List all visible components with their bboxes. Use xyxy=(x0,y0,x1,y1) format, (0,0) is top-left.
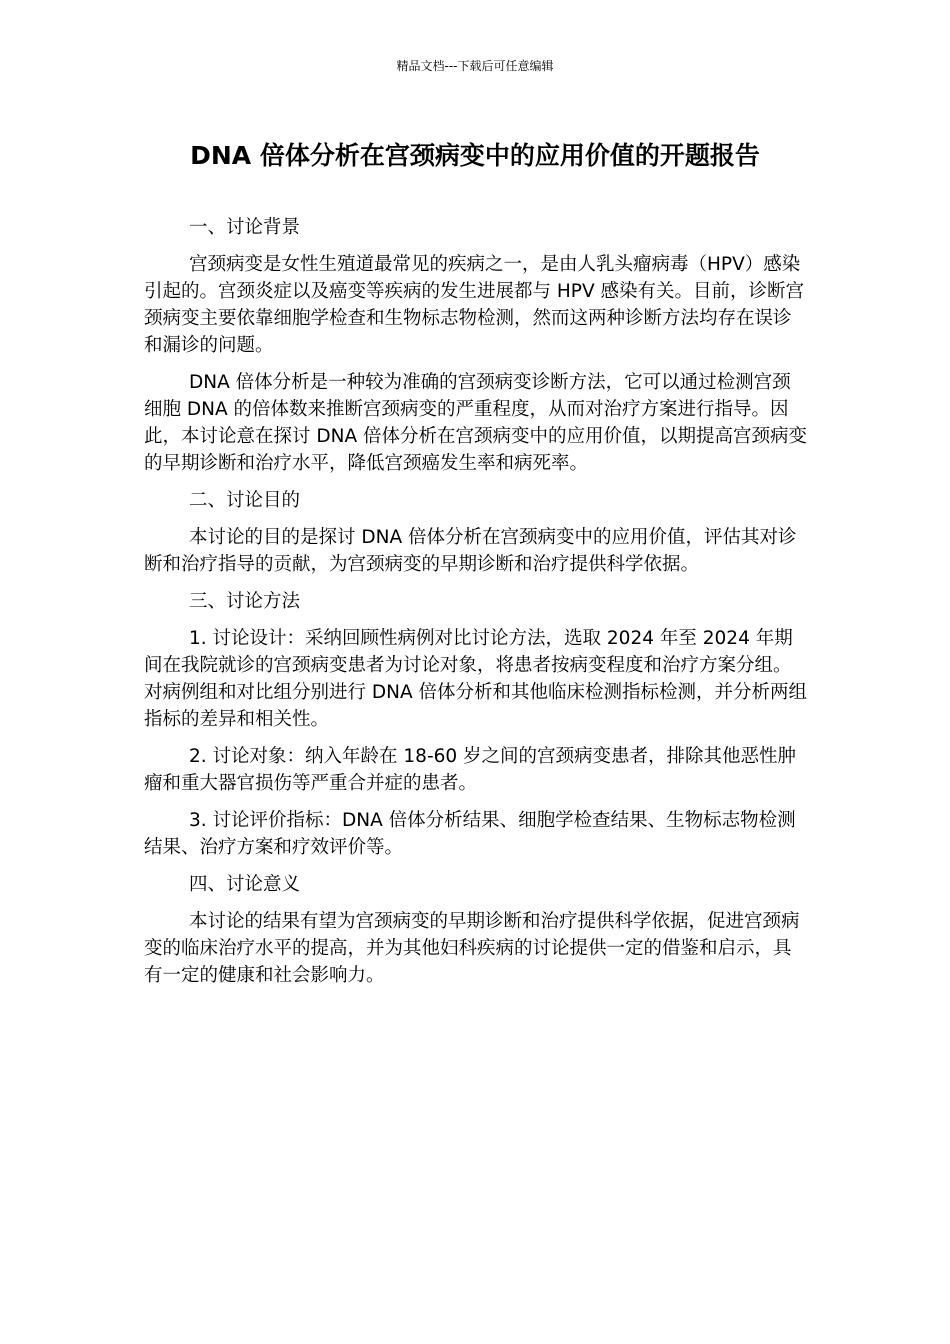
paragraph: 本讨论的目的是探讨 DNA 倍体分析在宫颈病变中的应用价值，评估其对诊断和治疗指导的贡献，为宫颈病变的早期诊断和治疗提供科学依据。 xyxy=(144,527,797,575)
section-background xyxy=(144,214,808,477)
section-heading: 四、讨论意义 xyxy=(189,874,301,895)
paragraph: 2. 讨论对象：纳入年龄在 18-60 岁之间的宫颈病变患者，排除其他恶性肿瘤和重大器官损伤等严重合并症的患者。 xyxy=(144,746,797,794)
document-body xyxy=(144,214,808,999)
document-title: DNA 倍体分析在宫颈病变中的应用价值的开题报告 xyxy=(190,141,760,170)
section-purpose xyxy=(144,487,808,578)
section-significance xyxy=(144,871,808,989)
paragraph: 3. 讨论评价指标：DNA 倍体分析结果、细胞学检查结果、生物标志物检测结果、治疗方案和疗效评价等。 xyxy=(144,810,796,858)
paragraph: 宫颈病变是女性生殖道最常见的疾病之一，是由人乳头瘤病毒（HPV）感染引起的。宫颈炎症以及癌变等疾病的发生进展都与 HPV 感染有关。目前，诊断宫颈病变主要依靠细胞学检查和生物标志物检测，然而这两种诊断方法均存在误诊和漏诊的问题。 xyxy=(144,254,804,356)
paragraph: 本讨论的结果有望为宫颈病变的早期诊断和治疗提供科学依据，促进宫颈病变的临床治疗水平的提高，并为其他妇科疾病的讨论提供一定的借鉴和启示，具有一定的健康和社会影响力。 xyxy=(144,911,800,986)
section-methods xyxy=(144,588,808,861)
section-heading: 二、讨论目的 xyxy=(189,490,301,511)
page-header-note: 精品文档---下载后可任意编辑 xyxy=(396,59,554,73)
section-heading: 一、讨论背景 xyxy=(189,217,301,238)
section-heading: 三、讨论方法 xyxy=(189,591,301,612)
paragraph: 1. 讨论设计：采纳回顾性病例对比讨论方法，选取 2024 年至 2024 年期间在我院就诊的宫颈病变患者为讨论对象，将患者按病变程度和治疗方案分组。对病例组和对比组分别进行 DNA 倍体分析和其他临床检测指标检测，并分析两组指标的差异和相关性。 xyxy=(144,628,808,730)
paragraph: DNA 倍体分析是一种较为准确的宫颈病变诊断方法，它可以通过检测宫颈细胞 DNA 的倍体数来推断宫颈病变的严重程度，从而对治疗方案进行指导。因此，本讨论意在探讨 DNA 倍体分析在宫颈病变中的应用价值，以期提高宫颈病变的早期诊断和治疗水平，降低宫颈癌发生率和病死率。 xyxy=(144,372,808,474)
